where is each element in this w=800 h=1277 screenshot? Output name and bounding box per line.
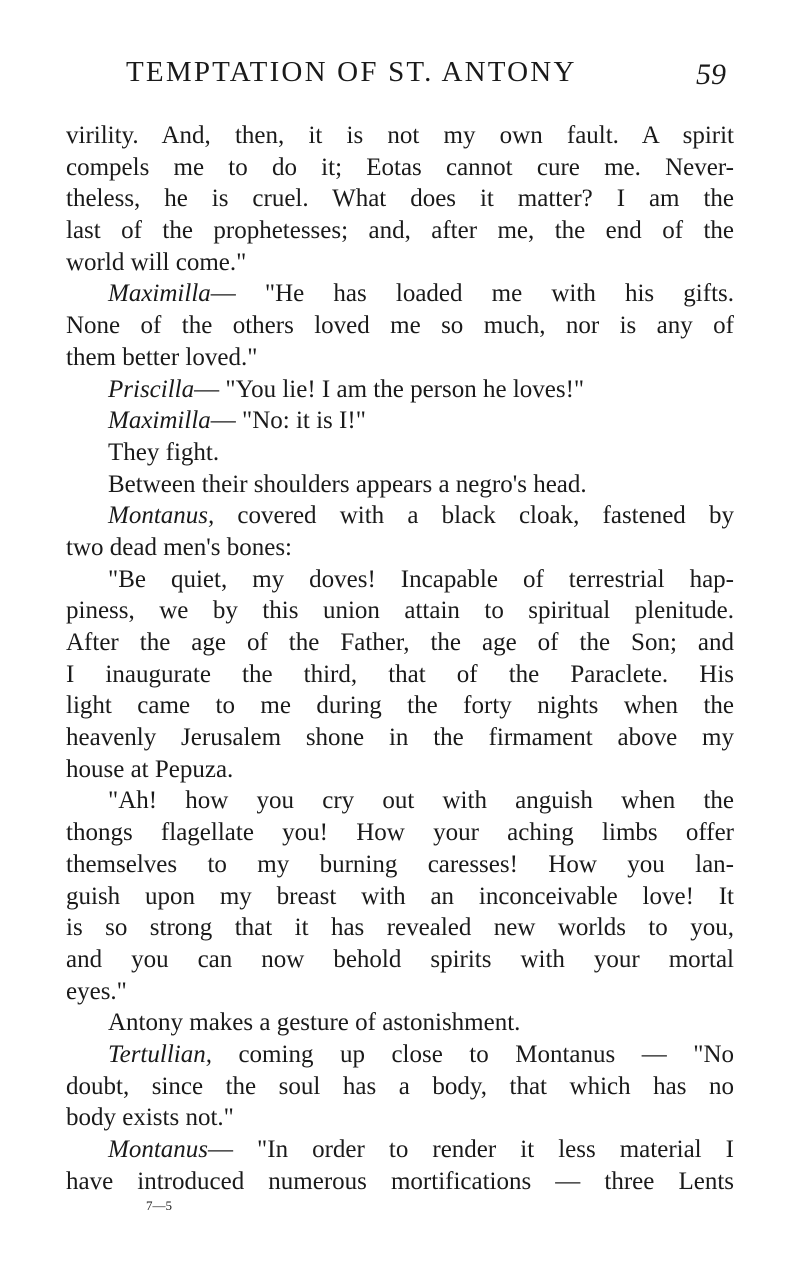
dialogue-line xyxy=(66,1039,734,1071)
text-line: them better loved." xyxy=(66,343,258,371)
running-title: TEMPTATION OF ST. ANTONY xyxy=(126,56,577,88)
stage-direction: Between their shoulders appears a negro's head. xyxy=(108,470,587,498)
text-line: doubt, since the soul has a body, that which has no xyxy=(66,1072,734,1100)
text-line: have introduced numerous mortifications — three Lents xyxy=(66,1167,734,1195)
text-line: compels me to do it; Eotas cannot cure me. Never- xyxy=(66,153,734,181)
dialogue-text: covered with a black cloak, fastened by xyxy=(214,502,734,530)
text-line: thongs flagellate you! How your aching limbs offer xyxy=(66,819,734,847)
dialogue-text: — "He has loaded me with his gifts. xyxy=(210,280,734,308)
dialogue-text: — "You lie! I am the person he loves!" xyxy=(194,375,585,403)
text-line: theless, he is cruel. What does it matter? I am the xyxy=(66,185,734,213)
page-header xyxy=(120,56,740,96)
text-line: heavenly Jerusalem shone in the firmament above my xyxy=(66,724,734,752)
text-line: house at Pepuza. xyxy=(66,755,234,783)
dialogue-line xyxy=(66,1134,734,1166)
speaker-name: Maximilla xyxy=(108,280,211,308)
page-number: 59 xyxy=(696,58,726,91)
text-line: last of the prophetesses; and, after me, the end of the xyxy=(66,217,734,245)
text-line: is so strong that it has revealed new worlds to you, xyxy=(66,914,734,942)
text-line: and you can now behold spirits with your mortal xyxy=(66,945,734,973)
text-line: virility. And, then, it is not my own fault. A spirit xyxy=(66,122,734,149)
dialogue-text: coming up close to Montanus — "No xyxy=(211,1040,734,1068)
text-line: None of the others loved me so much, nor is any of xyxy=(66,312,734,340)
body-text xyxy=(66,120,734,1197)
dialogue-line xyxy=(66,374,734,406)
speaker-name: Montanus, xyxy=(108,502,215,530)
printer-signature: 7—5 xyxy=(146,1198,172,1213)
stage-direction: Antony makes a gesture of astonishment. xyxy=(108,1009,521,1037)
text-line: guish upon my breast with an inconceivable love! It xyxy=(66,882,734,910)
text-line: "Ah! how you cry out with anguish when the xyxy=(108,787,734,815)
speaker-name: Montanus xyxy=(108,1136,208,1163)
text-line: I inaugurate the third, that of the Paraclete. His xyxy=(66,660,734,688)
dialogue-text: — "In order to render it less material I xyxy=(208,1136,734,1163)
text-line: eyes." xyxy=(66,977,127,1005)
text-line: light came to me during the forty nights when the xyxy=(66,692,734,720)
dialogue-line xyxy=(66,405,734,437)
text-line: body exists not." xyxy=(66,1104,234,1132)
stage-direction: They fight. xyxy=(108,438,220,466)
text-line: piness, we by this union attain to spiritual plenitude. xyxy=(66,597,734,625)
speaker-name: Priscilla xyxy=(108,375,195,403)
dialogue-line xyxy=(66,278,734,310)
dialogue-line xyxy=(66,500,734,532)
speaker-name: Maximilla xyxy=(108,407,211,435)
text-line: themselves to my burning caresses! How you lan- xyxy=(66,850,734,878)
speaker-name: Tertullian, xyxy=(108,1040,212,1068)
dialogue-text: — "No: it is I!" xyxy=(210,407,366,435)
text-line: two dead men's bones: xyxy=(66,533,292,561)
text-line: After the age of the Father, the age of the Son; and xyxy=(66,629,734,656)
text-line: world will come." xyxy=(66,248,247,276)
text-line: "Be quiet, my doves! Incapable of terrestrial hap- xyxy=(108,565,734,593)
